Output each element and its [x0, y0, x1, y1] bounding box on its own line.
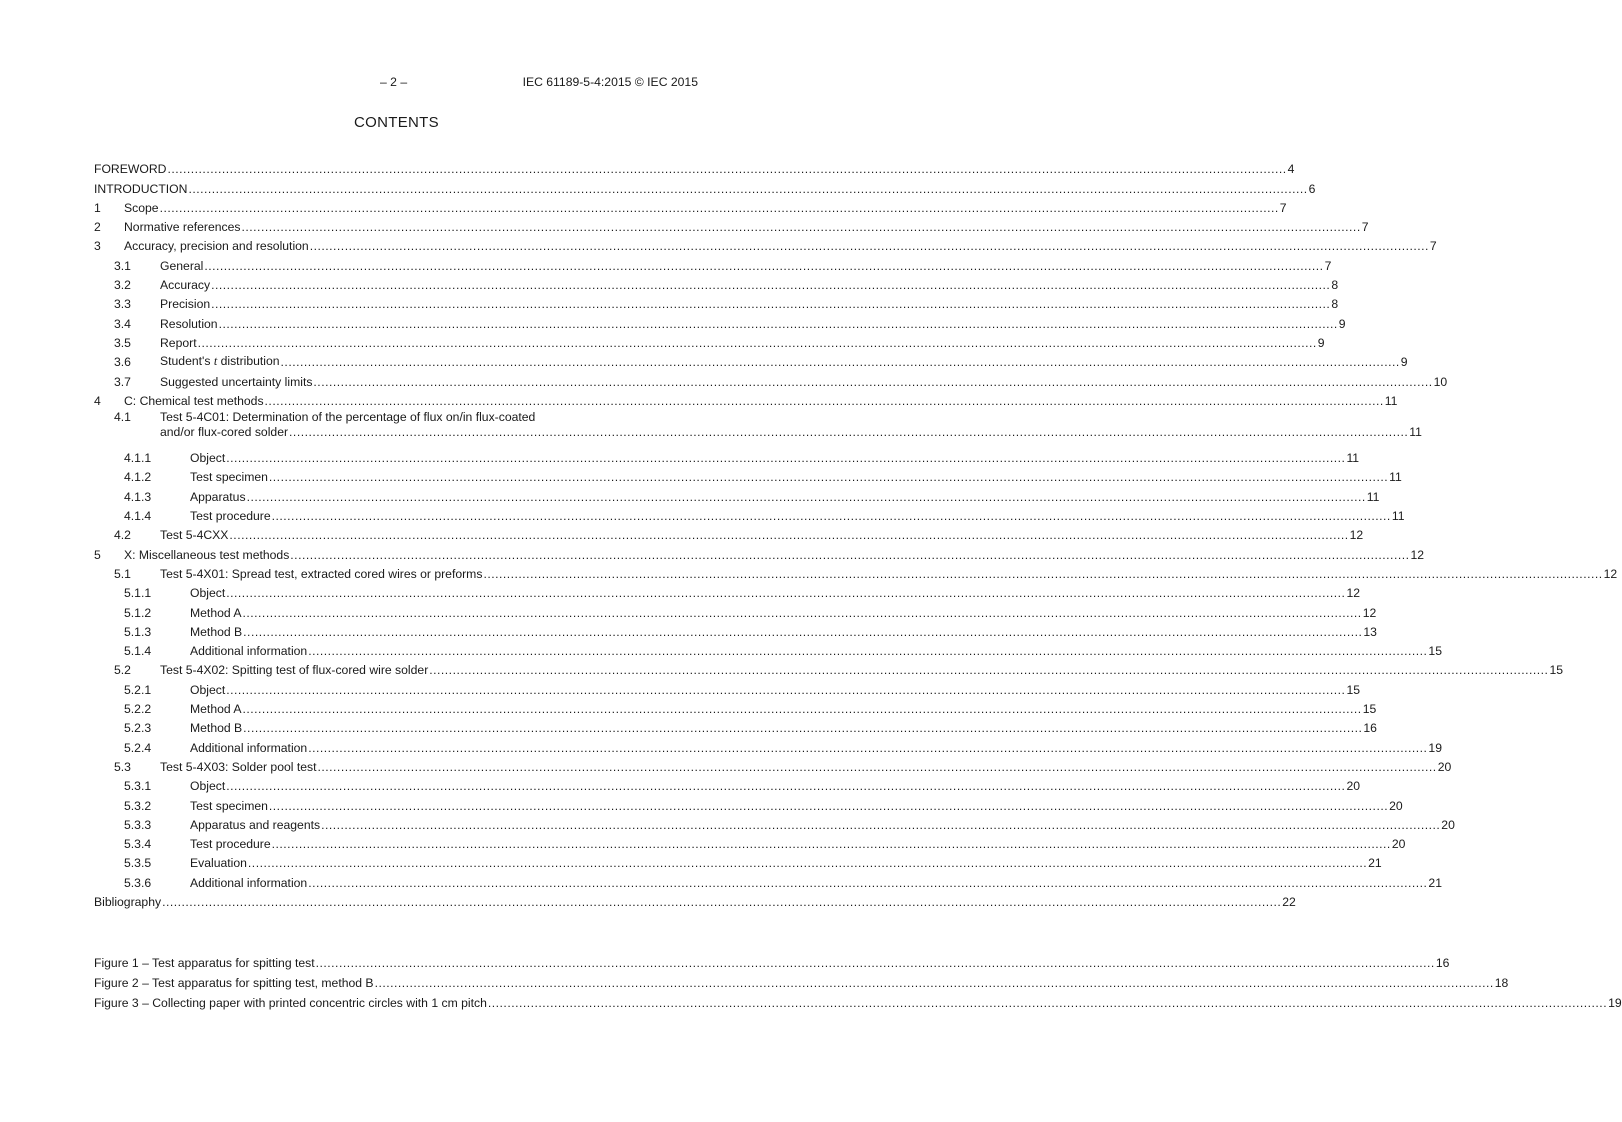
toc-entry-text: Evaluation — [190, 856, 247, 871]
toc-entry-text: Method A — [190, 605, 242, 620]
leader-dots — [265, 394, 1384, 408]
leader-dots — [429, 663, 1548, 677]
leader-dots — [281, 355, 1400, 369]
leader-dots — [269, 470, 1388, 484]
toc-entry-number: 5.3.6 — [124, 875, 152, 890]
toc-entry-text: Method B — [190, 721, 243, 736]
toc-entry-number: 5.1.4 — [124, 644, 152, 659]
toc-entry-text: Suggested uncertainty limits — [160, 374, 313, 389]
toc-entry-multiline — [160, 410, 1422, 439]
toc-entry-page: 4 — [1287, 162, 1295, 177]
toc-entry-text: Scope — [124, 200, 159, 215]
toc-entry-number: 5.2.1 — [124, 682, 152, 697]
toc-entry-4-1-2[interactable] — [94, 465, 1402, 485]
leader-dots — [375, 976, 1494, 990]
toc-entry-text: Apparatus and reagents — [190, 817, 321, 832]
list-of-figures — [94, 950, 1622, 1010]
standard-reference: IEC 61189-5-4:2015 © IEC 2015 — [522, 75, 698, 89]
toc-entry-page: 6 — [1308, 181, 1316, 196]
toc-entry-text: Normative references — [124, 220, 241, 235]
toc-entry-5-3-2[interactable] — [94, 793, 1403, 813]
toc-entry-1[interactable] — [94, 196, 1287, 215]
leader-dots — [313, 375, 1432, 389]
toc-entry-page: 20 — [1346, 779, 1360, 794]
toc-entry-5-2-4[interactable] — [94, 735, 1442, 755]
toc-entry-page: 7 — [1324, 258, 1332, 273]
toc-entry-4[interactable] — [94, 389, 1398, 408]
toc-entry-3-4[interactable] — [94, 311, 1346, 331]
page-title: CONTENTS — [354, 114, 439, 131]
toc-entry-4-1-3[interactable] — [94, 484, 1380, 504]
figure-entry-page: 16 — [1435, 956, 1450, 970]
toc-entry-5-1[interactable] — [94, 562, 1618, 581]
leader-dots — [243, 721, 1362, 735]
toc-entry-page: 20 — [1437, 759, 1452, 774]
toc-entry-text: FOREWORD — [94, 162, 167, 177]
toc-entry-page: 12 — [1362, 605, 1377, 620]
toc-entry-5-3-6[interactable] — [94, 870, 1442, 890]
toc-entry-text: Accuracy, precision and resolution — [124, 239, 309, 254]
toc-entry-4-1-1[interactable] — [94, 446, 1360, 466]
toc-entry-number: 3.2 — [114, 278, 131, 293]
toc-entry-number: 4.1.1 — [124, 451, 152, 466]
toc-entry-number: 2 — [94, 220, 101, 235]
table-of-contents — [94, 157, 1618, 909]
toc-entry-number: 5.1.3 — [124, 624, 152, 639]
leader-dots — [229, 528, 1348, 542]
toc-entry-2[interactable] — [94, 215, 1369, 235]
toc-entry-5-1-3[interactable] — [94, 620, 1377, 639]
toc-entry-page: 10 — [1433, 374, 1448, 389]
toc-entry-text: Report — [160, 335, 197, 350]
toc-entry-number: 4 — [94, 393, 101, 408]
figure-entry-3[interactable] — [94, 990, 1622, 1010]
toc-entry-number: 5.3 — [114, 759, 131, 774]
toc-entry-3-1[interactable] — [94, 253, 1332, 273]
toc-entry-number: 5.1.2 — [124, 605, 152, 620]
toc-entry-number: 3.1 — [114, 258, 131, 273]
toc-entry-5[interactable] — [94, 542, 1425, 562]
toc-entry-page: 12 — [1603, 566, 1618, 581]
toc-entry-text: Test 5-4X01: Spread test, extracted cored wires or preforms — [160, 566, 483, 581]
leader-dots — [308, 876, 1427, 890]
figure-entry-1[interactable] — [94, 950, 1450, 970]
toc-entry-page: 12 — [1410, 547, 1425, 562]
toc-entry-3-5[interactable] — [94, 331, 1325, 350]
toc-entry-number: 3.6 — [114, 355, 131, 370]
toc-entry-page: 15 — [1428, 644, 1442, 659]
toc-entry-text: Apparatus — [190, 489, 246, 504]
toc-entry-text: Precision — [160, 297, 211, 312]
toc-entry-4-1[interactable] — [94, 408, 1422, 446]
toc-entry-number: 3.3 — [114, 297, 131, 312]
leader-dots — [247, 490, 1366, 504]
toc-entry-page: 12 — [1349, 528, 1364, 543]
leader-dots — [198, 336, 1317, 350]
toc-entry-page: 21 — [1368, 856, 1382, 871]
toc-entry-page: 21 — [1428, 875, 1442, 890]
toc-entry-text: C: Chemical test methods — [124, 393, 264, 408]
toc-entry-page: 8 — [1331, 297, 1339, 312]
leader-dots — [204, 259, 1323, 273]
toc-entry-page: 11 — [1366, 489, 1380, 504]
toc-entry-page: 9 — [1338, 316, 1346, 331]
toc-entry-number: 4.2 — [114, 528, 131, 543]
toc-entry-5-1-2[interactable] — [94, 600, 1377, 620]
toc-entry-number: 4.1.4 — [124, 509, 152, 524]
toc-entry-foreword[interactable] — [94, 157, 1295, 177]
leader-dots — [308, 644, 1427, 658]
toc-entry-5-2-1[interactable] — [94, 677, 1360, 697]
leader-dots — [318, 760, 1437, 774]
toc-entry-3-2[interactable] — [94, 273, 1339, 293]
toc-entry-3-7[interactable] — [94, 369, 1448, 389]
toc-entry-3-6[interactable] — [94, 350, 1408, 370]
toc-entry-text: Resolution — [160, 316, 218, 331]
toc-entry-page: 9 — [1400, 355, 1408, 370]
toc-entry-number: 3.5 — [114, 335, 131, 350]
toc-entry-text: Object — [190, 451, 226, 466]
toc-entry-text: Test procedure — [190, 509, 271, 524]
leader-dots — [290, 548, 1409, 562]
toc-entry-page: 15 — [1362, 702, 1377, 717]
toc-entry-number: 5.2.2 — [124, 702, 152, 717]
leader-dots — [188, 182, 1307, 196]
toc-entry-page: 11 — [1409, 424, 1422, 439]
toc-entry-text-part: Student's — [160, 354, 214, 369]
toc-entry-text: Test specimen — [190, 798, 268, 813]
toc-entry-5-3-3[interactable] — [94, 813, 1455, 832]
toc-entry-number: 5.2.4 — [124, 740, 152, 755]
leader-dots — [243, 606, 1362, 620]
leader-dots — [289, 425, 1408, 439]
toc-entry-number: 3.4 — [114, 316, 131, 331]
leader-dots — [226, 779, 1345, 793]
leader-dots — [272, 509, 1391, 523]
toc-entry-page: 20 — [1391, 837, 1406, 852]
toc-entry-text: Test procedure — [190, 837, 271, 852]
toc-entry-page: 11 — [1389, 470, 1402, 485]
toc-entry-text: Accuracy — [160, 278, 211, 293]
leader-dots — [211, 278, 1330, 292]
leader-dots — [226, 683, 1345, 697]
toc-entry-introduction[interactable] — [94, 176, 1316, 196]
figure-entry-2[interactable] — [94, 970, 1509, 990]
toc-entry-number: 5 — [94, 547, 101, 562]
leader-dots — [308, 741, 1427, 755]
toc-entry-page: 7 — [1429, 239, 1437, 254]
toc-entry-page: 11 — [1391, 509, 1405, 524]
toc-entry-number: 5.3.4 — [124, 837, 152, 852]
leader-dots — [316, 956, 1435, 970]
figure-entry-text: Figure 3 – Collecting paper with printed concentric circles with 1 cm pitch — [94, 996, 487, 1010]
toc-entry-page: 7 — [1361, 220, 1369, 235]
toc-entry-5-2-3[interactable] — [94, 716, 1377, 736]
figure-entry-page: 19 — [1608, 996, 1622, 1010]
toc-entry-5-3-4[interactable] — [94, 832, 1406, 852]
leader-dots — [226, 451, 1345, 465]
toc-entry-number: 3.7 — [114, 374, 131, 389]
toc-entry-second-line — [160, 425, 1422, 439]
figure-entry-text: Figure 1 – Test apparatus for spitting test — [94, 956, 315, 970]
leader-dots — [269, 799, 1388, 813]
toc-entry-text: Test 5-4X02: Spitting test of flux-cored wire solder — [160, 663, 429, 678]
leader-dots — [488, 996, 1607, 1010]
toc-entry-4-1-4[interactable] — [94, 504, 1405, 524]
toc-entry-number: 5.3.2 — [124, 798, 152, 813]
toc-entry-text: X: Miscellaneous test methods — [124, 547, 290, 562]
toc-entry-page: 19 — [1428, 740, 1442, 755]
toc-entry-5-2[interactable] — [94, 658, 1564, 678]
leader-dots — [226, 586, 1345, 600]
toc-entry-page: 11 — [1384, 393, 1398, 408]
toc-entry-5-3[interactable] — [94, 755, 1452, 774]
toc-entry-number: 1 — [94, 200, 101, 215]
leader-dots — [243, 702, 1362, 716]
leader-dots — [211, 297, 1330, 311]
toc-entry-5-1-1[interactable] — [94, 581, 1360, 601]
toc-entry-text: Bibliography — [94, 894, 162, 909]
toc-entry-5-1-4[interactable] — [94, 639, 1442, 659]
toc-entry-number: 5.2 — [114, 663, 131, 678]
toc-entry-5-2-2[interactable] — [94, 697, 1377, 717]
leader-dots — [167, 162, 1286, 176]
leader-dots — [160, 201, 1279, 215]
toc-entry-number: 4.1.3 — [124, 489, 152, 504]
toc-entry-page: 20 — [1441, 817, 1455, 832]
toc-entry-text: Test 5-4CXX — [160, 528, 229, 543]
toc-entry-page: 16 — [1363, 721, 1377, 736]
toc-entry-page: 20 — [1389, 798, 1403, 813]
toc-entry-text — [160, 354, 280, 369]
toc-entry-text: Additional information — [190, 644, 308, 659]
toc-entry-page: 15 — [1549, 663, 1564, 678]
toc-entry-text-part: distribution — [217, 354, 280, 369]
leader-dots — [248, 856, 1367, 870]
toc-entry-page: 8 — [1331, 278, 1339, 293]
toc-entry-text-line1: Test 5-4C01: Determination of the percentage of flux on/in flux-coated — [160, 409, 536, 424]
toc-entry-text: INTRODUCTION — [94, 181, 188, 196]
leader-dots — [483, 567, 1602, 581]
toc-entry-bibliography[interactable] — [94, 890, 1296, 909]
toc-entry-3-3[interactable] — [94, 292, 1339, 312]
toc-entry-page: 7 — [1279, 200, 1287, 215]
toc-entry-4-2[interactable] — [94, 523, 1364, 543]
toc-entry-text: Additional information — [190, 875, 308, 890]
leader-dots — [310, 239, 1429, 253]
leader-dots — [219, 317, 1338, 331]
page-number: – 2 – — [380, 75, 408, 89]
toc-entry-text: Method A — [190, 702, 242, 717]
toc-entry-text: Test 5-4X03: Solder pool test — [160, 759, 317, 774]
toc-entry-text-line2: and/or flux-cored solder — [160, 424, 289, 439]
leader-dots — [242, 220, 1361, 234]
toc-entry-page: 22 — [1282, 894, 1296, 909]
toc-entry-page: 15 — [1346, 682, 1360, 697]
toc-entry-number: 5.2.3 — [124, 721, 152, 736]
toc-entry-number: 5.3.5 — [124, 856, 152, 871]
leader-dots — [243, 625, 1362, 639]
leader-dots — [321, 818, 1440, 832]
toc-entry-number: 5.1 — [114, 566, 131, 581]
toc-entry-number: 4.1 — [114, 409, 131, 424]
toc-entry-page: 11 — [1346, 451, 1360, 466]
toc-entry-5-3-1[interactable] — [94, 774, 1360, 794]
leader-dots — [272, 837, 1391, 851]
toc-entry-3[interactable] — [94, 234, 1437, 254]
toc-entry-page: 12 — [1346, 586, 1360, 601]
toc-entry-number: 5.3.1 — [124, 779, 152, 794]
toc-entry-page: 13 — [1363, 624, 1377, 639]
leader-dots — [162, 895, 1281, 909]
toc-entry-text: Test specimen — [190, 470, 268, 485]
toc-entry-text: General — [160, 258, 204, 273]
toc-entry-italic-symbol: t — [213, 354, 218, 369]
toc-entry-5-3-5[interactable] — [94, 851, 1382, 871]
toc-entry-text: Additional information — [190, 740, 308, 755]
figure-entry-text: Figure 2 – Test apparatus for spitting test, method B — [94, 976, 374, 990]
toc-entry-text: Method B — [190, 624, 243, 639]
toc-entry-text: Object — [190, 779, 226, 794]
toc-entry-text: Object — [190, 682, 226, 697]
toc-entry-number: 3 — [94, 239, 101, 254]
toc-entry-number: 5.3.3 — [124, 817, 152, 832]
toc-entry-number: 4.1.2 — [124, 470, 152, 485]
toc-entry-page: 9 — [1317, 335, 1325, 350]
figure-entry-page: 18 — [1494, 976, 1509, 990]
toc-entry-text: Object — [190, 586, 226, 601]
toc-entry-number: 5.1.1 — [124, 586, 152, 601]
